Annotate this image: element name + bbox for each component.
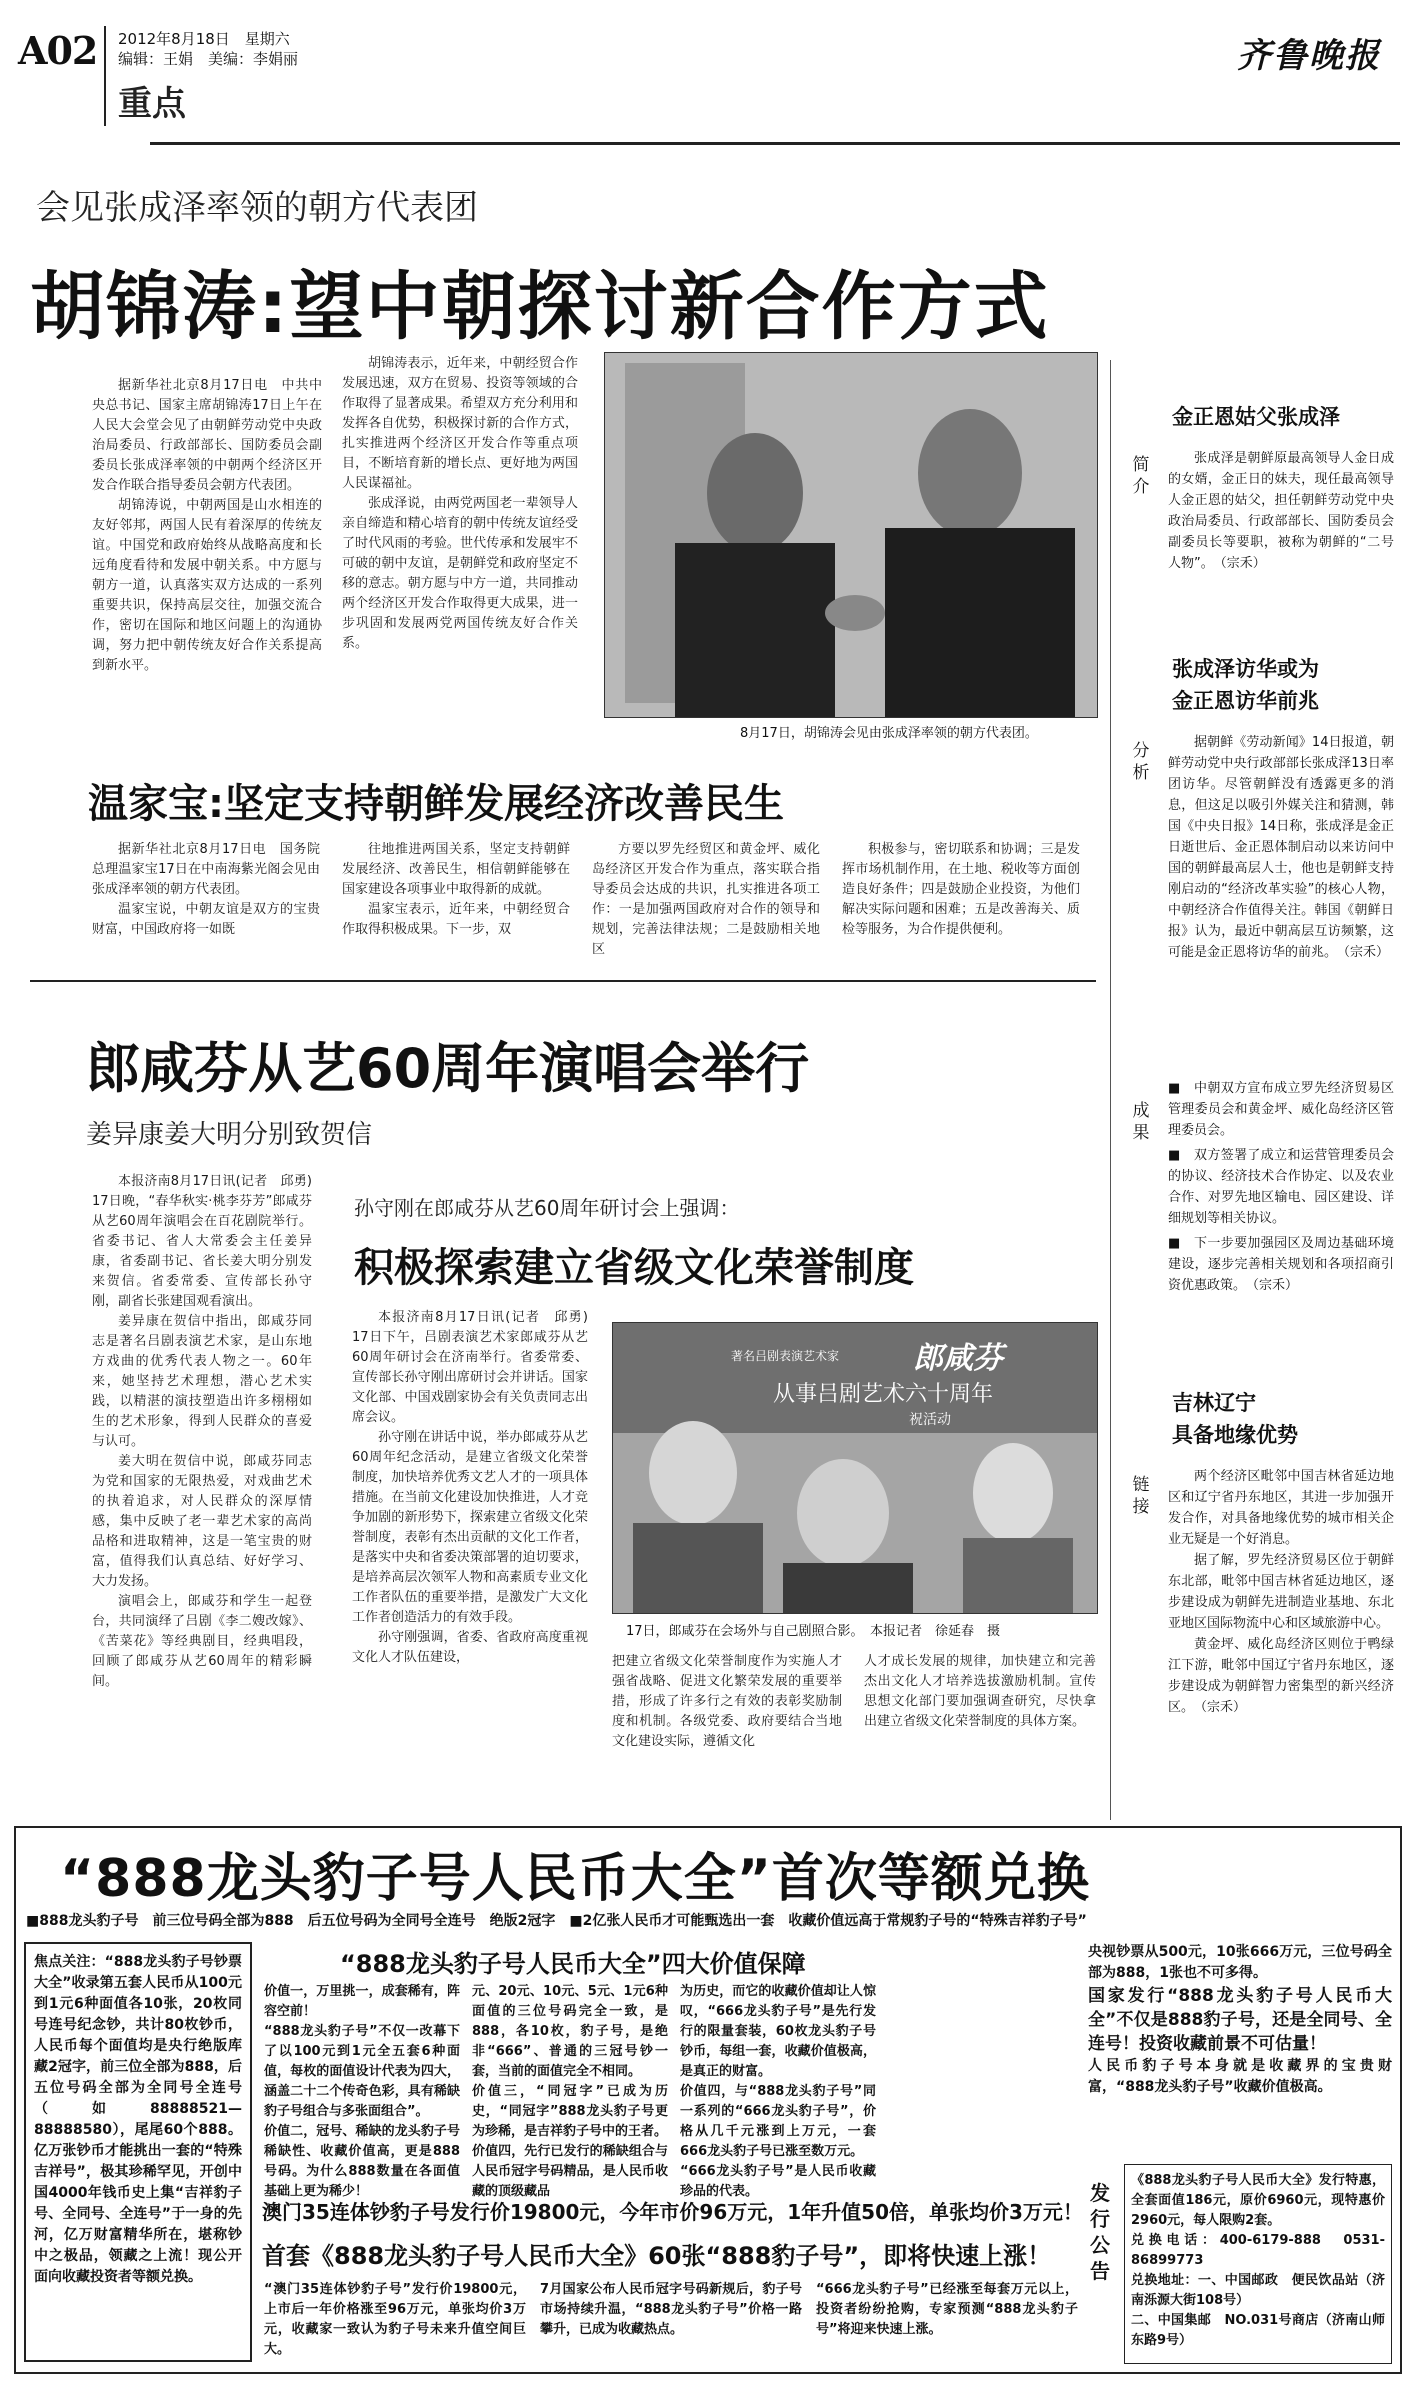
ad-left-para: 焦点关注：“888龙头豹子号钞票大全”收录第五套人民币从100元到1元6种面值各10张，20枚同号连号纪念钞，共计80枚钞币，人民币每个面值均是央行绝版库藏2冠字，前三位全部为888，后五位号码全部为全同号全连号（如88888521—88888580），尾尾60个888。亿万张钞币才能挑出一套的“特殊吉祥号”，极其珍稀罕见，开创中国4000年钱币史上集“吉祥豹子号、全同号、全连号”于一身的先河，亿万财富精华所在，堪称钞中之极品，领藏之上流！现公开面向收藏投资者等额兑换。 — [34, 1954, 242, 2285]
sidebar-divider — [1110, 360, 1111, 1820]
ad-mid-para: 价值三，“同冠字”已成为历史，“同冠字”888龙头豹子号更为珍稀，是吉祥豹子号中的王者。 — [472, 2084, 668, 2139]
sidebar-3-item: ■ 下一步要加强园区及周边基础环境建设，逐步完善相关规划和各项招商引资优惠政策。 （宗禾） — [1168, 1236, 1394, 1293]
issue-date: 2012年8月18日 星期六 — [118, 30, 290, 48]
lead-col2-para: 张成泽说，由两党两国老一辈领导人亲自缔造和精心培育的朝中传统友谊经受了时代风雨的考验。世代传承和发展牢不可破的朝中友谊，是朝鲜党和政府坚定不移的意志。朝方愿与中方一道，共同推动两个经济区开发合作取得更大成果，进一步巩固和发展两党两国传统友好合作关系。 — [342, 496, 578, 651]
lead-kicker: 会见张成泽率领的朝方代表团 — [36, 188, 478, 228]
ad-bottom-para: “澳门35连体钞豹子号”发行价19800元，上市后一年价格涨至96万元，单张均价3万元，收藏家一致认为豹子号未来升值空间巨大。 — [264, 2282, 526, 2357]
lang-para: 本报济南8月17日讯(记者 邱勇) 17日晚，“春华秋实·桃李芬芳”郎咸芬从艺60周年演唱会在百花剧院举行。省委书记、省人大常委会主任姜异康，省委副书记、省长姜大明分别发来贺信。省委常委、宣传部长孙守刚，副省长张建国观看演出。 — [92, 1174, 326, 1309]
ad-right-para: 兑换地址：一、中国邮政 便民饮品站（济南泺源大街108号） — [1131, 2273, 1385, 2308]
sidebar-3-item: ■ 中朝双方宣布成立罗先经济贸易区管理委员会和黄金坪、威化岛经济区管理委员会。 — [1168, 1081, 1394, 1138]
sidebar-4-title-2: 具备地缘优势 — [1172, 1423, 1298, 1447]
ad-bottom-column-1 — [264, 2280, 526, 2366]
wen-column-2 — [342, 840, 570, 960]
wen-column-3 — [592, 840, 820, 960]
ad-mid-para: 价值二，冠号、稀缺的龙头豹子号稀缺性、收藏价值高，更是888号码。为什么888数量在各面值基础上更为稀少！ — [264, 2124, 460, 2199]
wen-column-1 — [92, 840, 320, 960]
ad-bottom-column-2 — [540, 2280, 802, 2366]
ad-right-para: 《888龙头豹子号人民币大全》发行特惠，全套面值186元，原价6960元，现特惠价2960元，每人限购2套。 — [1131, 2173, 1385, 2228]
lead-col1-para: 胡锦涛说，中朝两国是山水相连的友好邻邦，两国人民有着深厚的传统友谊。中国党和政府始终从战略高度和长远角度看待和发展中朝关系。中方愿与朝方一道，认真落实双方达成的一系列重要共识，保持高层交往，加强交流合作，密切在国际和地区问题上的沟通协调，努力把中朝传统友好合作关系提高到新水平。 — [92, 498, 322, 673]
wen-column-4 — [842, 840, 1080, 960]
wen-col3-para: 方要以罗先经贸区和黄金坪、威化岛经济区开发合作为重点，落实联合指导委员会达成的共识，扎实推进各项工作：一是加强两国政府对合作的领导和规划，完善法律法规；二是鼓励相关地区 — [592, 842, 820, 957]
ad-right-body — [1124, 2164, 1392, 2364]
photo-banner-sub: 祝活动 — [909, 1412, 951, 1428]
section-rule — [30, 980, 1096, 982]
masthead-rule — [150, 142, 1400, 145]
lang-subhead: 姜异康姜大明分别致贺信 — [86, 1120, 373, 1150]
ad-notice-tag: 发行公告 — [1090, 2181, 1110, 2283]
lang-para: 姜大明在贺信中说，郎咸芬同志为党和国家的无限热爱，对戏曲艺术的执着追求，对人民群众的深厚情感，集中反映了老一辈艺术家的高尚品格和进取精神，这是一笔宝贵的财富，值得我们认真总结、好好学习、大力发扬。 — [92, 1454, 312, 1589]
ad-mid-para: 元、20元、10元、5元、1元6种面值的三位号码完全一致，是888，各10枚，豹子号，是绝非“666”、普通的三冠号钞一套，当前的面值完全不相同。 — [472, 1984, 668, 2079]
sidebar-block-1 — [1130, 402, 1394, 662]
sidebar-3-tag: 成果 — [1132, 1101, 1150, 1143]
sun-column — [352, 1308, 602, 1810]
photo-banner-text: 从事吕剧艺术六十周年 — [773, 1382, 994, 1407]
lang-para: 姜异康在贺信中指出，郎咸芬同志是著名吕剧表演艺术家，是山东地方戏曲的优秀代表人物之一。60年来，她坚持艺术理想，潜心艺术实践，以精湛的演技塑造出许多栩栩如生的艺术形象，得到人民群众的喜爱与认可。 — [92, 1314, 312, 1449]
lead-photo-figures — [605, 353, 1097, 717]
lang-para: 演唱会上，郎咸芬和学生一起登台，共同演绎了吕剧《李二嫂改嫁》、《苦菜花》等经典剧目，经典唱段，回顾了郎咸芬从艺60周年的精彩瞬间。 — [92, 1594, 312, 1689]
wen-col2-para: 温家宝表示，近年来，中朝经贸合作取得积极成果。下一步，双 — [342, 902, 570, 937]
sidebar-3-body — [1168, 1078, 1394, 1296]
ad-mid-para: 为历史，而它的收藏价值却让人惊叹，“666龙头豹子号”是先行发行的限量套装，60枚龙头豹子号钞币，每组一套，收藏价值极高，是真正的财富。 — [680, 1984, 876, 2079]
wen-col2-para: 往地推进两国关系，坚定支持朝鲜发展经济、改善民生，相信朝鲜能够在国家建设各项事业中取得新的成就。 — [342, 842, 570, 897]
ad-right-top-para: 国家发行“888龙头豹子号人民币大全”不仅是888豹子号，还是全同号、全连号！投资收藏前景不可估量！ — [1088, 1986, 1392, 2054]
paper-logo: 齐鲁晚报 — [1237, 36, 1381, 76]
lead-photo — [604, 352, 1098, 718]
sidebar-2-title-1: 张成泽访华或为 — [1172, 657, 1319, 681]
wen-col1-para: 据新华社北京8月17日电 国务院总理温家宝17日在中南海紫光阁会见由张成泽率领的朝方代表团。 — [92, 842, 320, 897]
wen-col4-para: 积极参与，密切联系和协调；三是发挥市场机制作用，在土地、税收等方面创造良好条件；四是鼓励企业投资，为他们解决实际问题和困难；五是改善海关、质检等服务，为合作提供便利。 — [842, 842, 1080, 937]
ad-mid-para: “666龙头豹子号”是人民币收藏珍品的代表。 — [680, 2164, 876, 2199]
editors-line: 编辑：王娟 美编：李娟丽 — [118, 50, 299, 68]
lead-col2-para: 胡锦涛表示，近年来，中朝经贸合作发展迅速，双方在贸易、投资等领域的合作取得了显著成果。希望双方充分利用和发挥各自优势，积极探讨新的合作方式，扎实推进两个经济区开发合作等重点项目，不断培育新的增长点、更好地为两国人民谋福祉。 — [342, 356, 578, 491]
ad-mid-column-3 — [680, 1982, 876, 2199]
sun-bottom-column-2 — [864, 1652, 1096, 1812]
sun-bottom-column-1 — [612, 1652, 842, 1812]
ad-bar-2: 首套《888龙头豹子号人民币大全》60张“888豹子号”，即将快速上涨！ — [262, 2242, 1052, 2270]
ad-left-column — [24, 1942, 252, 2362]
lead-col1-para: 据新华社北京8月17日电 中共中央总书记、国家主席胡锦涛17日上午在人民大会堂会见了由朝鲜劳动党中央政治局委员、行政部部长、国防委员会副委员长张成泽率领的中朝两个经济区开发合作联合指导委员会朝方代表团。 — [92, 378, 322, 493]
ad-bottom-para: “666龙头豹子号”已经涨至每套万元以上，投资者纷纷抢购，专家预测“888龙头豹子号”将迎来快速上涨。 — [816, 2282, 1078, 2337]
sidebar-3-item: ■ 双方签署了成立和运营管理委员会的协议、经济技术合作协定、以及农业合作、对罗先地区输电、园区建设、详细规划等相关协议。 — [1168, 1148, 1394, 1226]
lang-column — [92, 1172, 326, 1804]
sidebar-4-para: 两个经济区毗邻中国吉林省延边地区和辽宁省丹东地区，其进一步加强开发合作，对具备地缘优势的城市相关企业无疑是一个好消息。 — [1168, 1469, 1394, 1547]
ad-mid-para: 价值一，万里挑一，成套稀有，阵容空前！ — [264, 1984, 460, 2019]
lang-headline: 郎咸芬从艺60周年演唱会举行 — [86, 1037, 810, 1100]
ad-bottom-column-3 — [816, 2280, 1078, 2366]
lead-column-2 — [342, 354, 578, 748]
sidebar-4-tag: 链接 — [1132, 1475, 1150, 1517]
ad-strip: ■888龙头豹子号 前三位号码全部为888 后五位号码为全同号全连号 绝版2冠字 ■2亿张人民币才可能甄选出一套 收藏价值远高于常规豹子号的“特殊吉祥豹子号” — [26, 1913, 1087, 1929]
sidebar-4-para: 据了解，罗先经济贸易区位于朝鲜东北部，毗邻中国吉林省延边地区，逐步建设成为朝鲜先进制造业基地、东北亚地区国际物流中心和区域旅游中心。 — [1168, 1553, 1394, 1631]
sidebar-2-title-2: 金正恩访华前兆 — [1172, 689, 1319, 713]
sidebar-1-body — [1168, 448, 1394, 574]
ad-right-para: 二、中国集邮 NO.031号商店（济南山师东路9号） — [1131, 2313, 1385, 2348]
sidebar-block-4 — [1130, 1388, 1394, 1808]
lead-photo-caption: 8月17日，胡锦涛会见由张成泽率领的朝方代表团。 — [740, 726, 1038, 741]
lead-column-1 — [92, 376, 322, 748]
section-label: 重点 — [118, 84, 186, 124]
lead-headline: 胡锦涛:望中朝探讨新合作方式 — [30, 264, 1050, 350]
lang-photo-caption: 17日，郎咸芬在会场外与自己剧照合影。 本报记者 徐延春 摄 — [626, 1624, 1001, 1639]
sidebar-2-tag: 分析 — [1132, 741, 1150, 783]
ad-right-top-para: 人民币豹子号本身就是收藏界的宝贵财富，“888龙头豹子号”收藏价值极高。 — [1088, 2058, 1392, 2095]
sun-kicker: 孙守刚在郎咸芬从艺60周年研讨会上强调： — [354, 1196, 740, 1220]
sidebar-2-body — [1168, 732, 1394, 963]
ad-mid-title: “888龙头豹子号人民币大全”四大价值保障 — [340, 1950, 806, 1978]
lang-photo-figures — [613, 1323, 1097, 1613]
sun-bottom-para: 人才成长发展的规律，加快建立和完善杰出文化人才培养选拔激励机制。宣传思想文化部门要加强调查研究，尽快拿出建立省级文化荣誉制度的具体方案。 — [864, 1654, 1096, 1729]
ad-mid-column-1 — [264, 1982, 460, 2199]
ad-mid-para: 价值四，先行已发行的稀缺组合与人民币冠字号码精品，是人民币收藏的顶级藏品 — [472, 2144, 668, 2199]
masthead-divider — [104, 26, 106, 126]
ad-mid-para: “888龙头豹子号”不仅一改幕下了以100元到1元全五套6种面值，每枚的面值设计代表为四大，涵盖二十二个传奇色彩，具有稀缺豹子号组合与多张面组合”。 — [264, 2024, 460, 2119]
photo-banner-name: 郎咸芬 — [913, 1341, 1003, 1376]
ad-bar-1: 澳门35连体钞豹子号发行价19800元，今年市价96万元，1年升值50倍，单张均价3万元！ — [262, 2200, 1083, 2224]
sidebar-block-2 — [1130, 654, 1394, 1062]
ad-mid-column-2 — [472, 1982, 668, 2199]
sun-headline: 积极探索建立省级文化荣誉制度 — [354, 1245, 914, 1291]
ad-headline: “888龙头豹子号人民币大全”首次等额兑换 — [60, 1849, 1090, 1909]
sidebar-1-tag: 简介 — [1132, 455, 1150, 497]
sidebar-block-3 — [1130, 1078, 1394, 1378]
sun-bottom-para: 把建立省级文化荣誉制度作为实施人才强省战略、促进文化繁荣发展的重要举措，形成了许多行之有效的表彰奖励制度和机制。各级党委、政府要结合当地文化建设实际，遵循文化 — [612, 1654, 842, 1749]
sun-para: 本报济南8月17日讯(记者 邱勇) 17日下午，吕剧表演艺术家郎咸芬从艺60周年研讨会在济南举行。省委常委、宣传部长孙守刚出席研讨会并讲话。国家文化部、中国戏剧家协会有关负责同志出席会议。 — [352, 1310, 602, 1425]
sidebar-1-para: 张成泽是朝鲜原最高领导人金日成的女婿，金正日的妹夫，现任最高领导人金正恩的姑父，担任朝鲜劳动党中央政治局委员、行政部部长、国防委员会副委员长等要职，被称为朝鲜的“二号人物”。 （宗禾） — [1168, 451, 1394, 571]
ad-mid-para: 价值四，与“888龙头豹子号”同一系列的“666龙头豹子号”，价格从几千元涨到上万元，一套666龙头豹子号已涨至数万元。 — [680, 2084, 876, 2159]
sidebar-2-para: 据朝鲜《劳动新闻》14日报道，朝鲜劳动党中央行政部部长张成泽13日率团访华。尽管朝鲜没有透露更多的消息，但这足以吸引外媒关注和猜测，韩国《中央日报》14日称，张成泽是金正日逝世后、金正恩体制启动以来访问中国的朝鲜最高层人士，他也是朝鲜支持刚启动的“经济改革实验”的核心人物，中朝经济合作值得关注。韩国《朝鲜日报》认为，最近中朝高层互访频繁，这可能是金正恩将访华的前兆。 （宗禾） — [1168, 735, 1394, 960]
wen-col1-para: 温家宝说，中朝友谊是双方的宝贵财富，中国政府将一如既 — [92, 902, 320, 937]
ad-right-top-para: 央视钞票从500元，10张666万元，三位号码全部为888，1张也不可多得。 — [1088, 1944, 1392, 1981]
ad-bottom-para: 7月国家公布人民币冠字号码新规后，豹子号市场持续升温，“888龙头豹子号”价格一路攀升，已成为收藏热点。 — [540, 2282, 802, 2337]
sidebar-4-para: 黄金坪、威化岛经济区则位于鸭绿江下游，毗邻中国辽宁省丹东地区，逐步建设成为朝鲜智力密集型的新兴经济区。 （宗禾） — [1168, 1637, 1394, 1715]
sun-para: 孙守刚在讲话中说，举办郎咸芬从艺60周年纪念活动，是建立省级文化荣誉制度，加快培养优秀文艺人才的一项具体措施。在当前文化建设加快推进，人才竞争加剧的新形势下，探索建立省级文化荣誉制度，表彰有杰出贡献的文化工作者，是落实中央和省委决策部署的迫切要求，是培养高层次领军人物和高素质专业文化工作者队伍的重要举措，是激发广大文化工作者创造活力的有效手段。 — [352, 1430, 588, 1625]
wen-headline: 温家宝:坚定支持朝鲜发展经济改善民生 — [88, 781, 784, 827]
sun-para: 孙守刚强调，省委、省政府高度重视文化人才队伍建设， — [352, 1630, 588, 1665]
lang-photo — [612, 1322, 1098, 1614]
sidebar-4-body — [1168, 1466, 1394, 1718]
ad-right-top — [1088, 1942, 1392, 2122]
ad-right-para: 兑换电话：400-6179-888 0531-86899773 — [1131, 2233, 1385, 2268]
sidebar-4-title-1: 吉林辽宁 — [1172, 1391, 1256, 1415]
page-number: A02 — [18, 28, 98, 73]
sidebar-1-title: 金正恩姑父张成泽 — [1172, 405, 1340, 429]
photo-banner-top: 著名吕剧表演艺术家 — [731, 1349, 840, 1363]
